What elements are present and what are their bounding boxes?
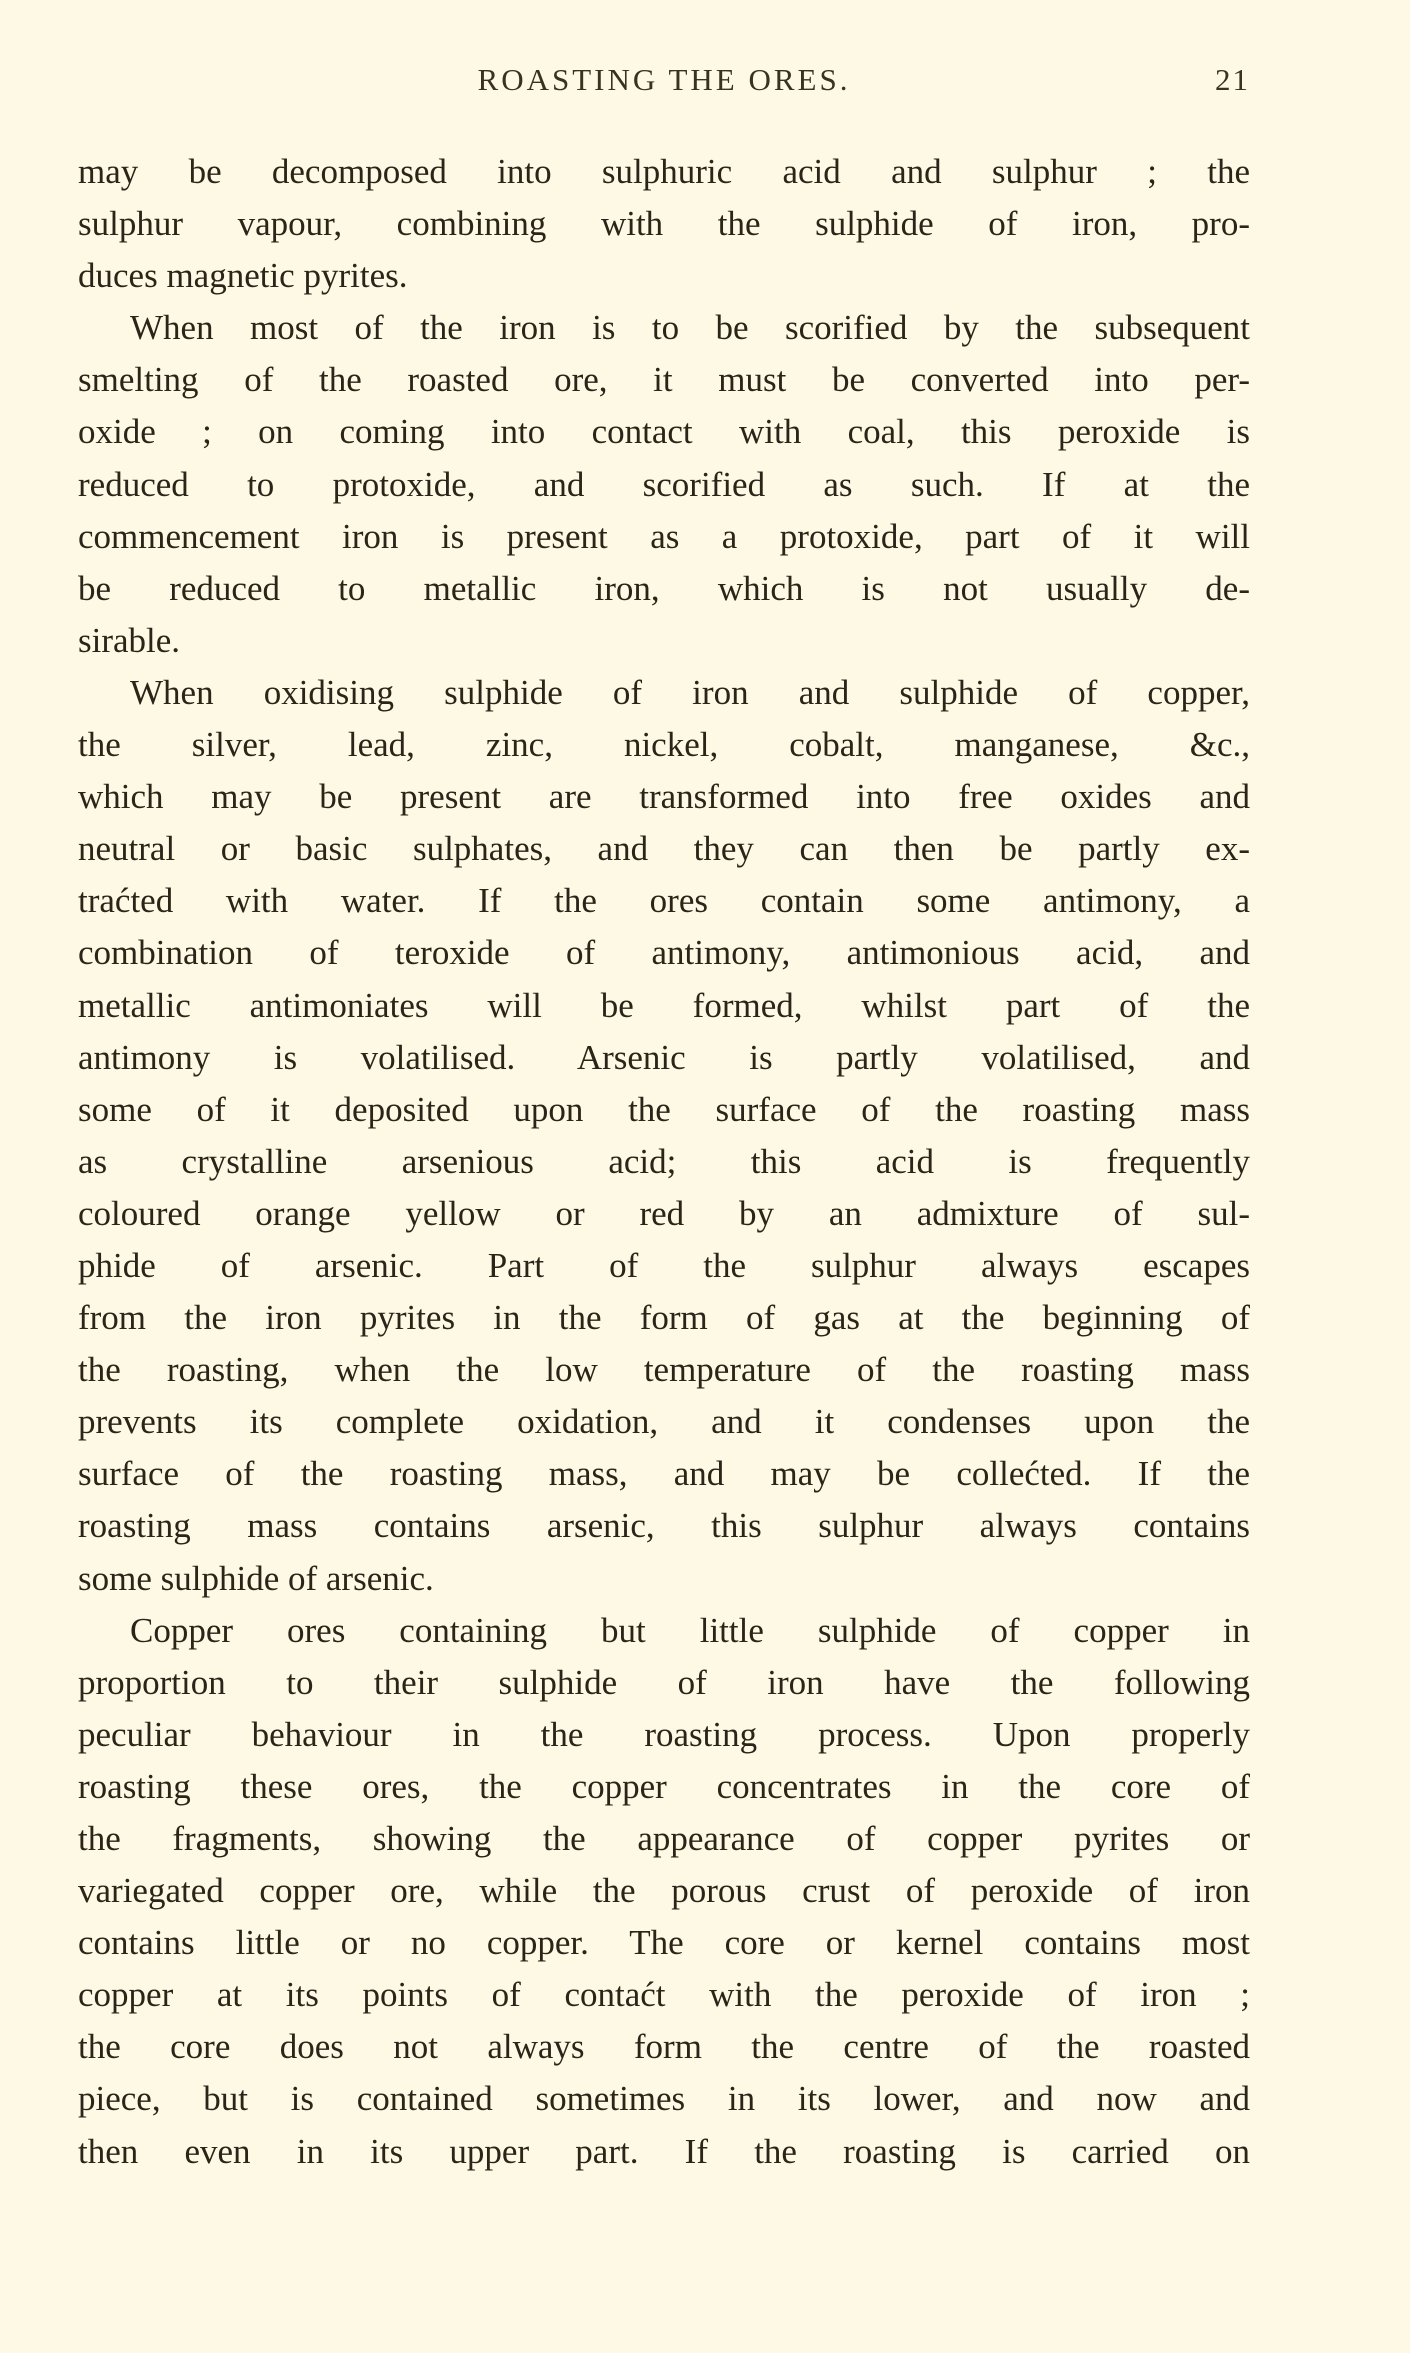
text-line: When most of the iron is to be scorified by the subsequent xyxy=(130,308,1250,348)
text-line: roasting mass contains arsenic, this sulphur always contains xyxy=(78,1506,1250,1546)
text-line: the fragments, showing the appearance of copper pyrites or xyxy=(78,1819,1250,1858)
text-line: coloured orange yellow or red by an admixture of sul- xyxy=(78,1193,1250,1233)
text-line: as crystalline arsenious acid; this acid is frequently xyxy=(78,1141,1250,1181)
text-line: the roasting, when the low temperature of the roasting mass xyxy=(78,1350,1250,1390)
running-title: ROASTING THE ORES. xyxy=(477,62,851,97)
text-line: may be decomposed into sulphuric acid and sulphur ; the xyxy=(78,152,1250,191)
text-line: from the iron pyrites in the form of gas at the beginning of xyxy=(78,1298,1250,1338)
text-line: phide of arsenic. Part of the sulphur always escapes xyxy=(78,1245,1250,1285)
page-number: 21 xyxy=(1215,62,1250,97)
text-line: some sulphide of arsenic. xyxy=(78,1558,434,1598)
text-line: When oxidising sulphide of iron and sulphide of copper, xyxy=(130,672,1250,712)
text-line: then even in its upper part. If the roasting is carried on xyxy=(78,2131,1250,2171)
text-line: neutral or basic sulphates, and they can then be partly ex- xyxy=(78,829,1250,869)
text-line: peculiar behaviour in the roasting process. Upon properly xyxy=(78,1714,1250,1754)
text-line: sirable. xyxy=(78,620,181,660)
text-line: contains little or no copper. The core or kernel contains most xyxy=(78,1923,1250,1963)
text-line: traćted with water. If the ores contain some antimony, a xyxy=(78,881,1250,921)
text-line: piece, but is contained sometimes in its lower, and now and xyxy=(78,2079,1250,2119)
running-head xyxy=(78,62,1250,108)
text-line: copper at its points of contaćt with the peroxide of iron ; xyxy=(78,1975,1250,2015)
text-line: combination of teroxide of antimony, antimonious acid, and xyxy=(78,933,1250,973)
text-line: antimony is volatilised. Arsenic is partly volatilised, and xyxy=(78,1037,1250,1077)
text-line: oxide ; on coming into contact with coal, this peroxide is xyxy=(78,412,1250,452)
text-line: some of it deposited upon the surface of the roasting mass xyxy=(78,1089,1250,1129)
text-line: Copper ores containing but little sulphide of copper in xyxy=(130,1610,1250,1650)
text-line: which may be present are transformed into free oxides and xyxy=(78,777,1250,817)
text-line: metallic antimoniates will be formed, whilst part of the xyxy=(78,985,1250,1025)
text-line: commencement iron is present as a protoxide, part of it will xyxy=(78,516,1250,556)
text-line: variegated copper ore, while the porous crust of peroxide of iron xyxy=(78,1871,1250,1911)
text-line: the silver, lead, zinc, nickel, cobalt, manganese, &c., xyxy=(78,725,1250,765)
text-line: surface of the roasting mass, and may be collećted. If the xyxy=(78,1454,1250,1494)
text-line: duces magnetic pyrites. xyxy=(78,256,408,296)
text-line: prevents its complete oxidation, and it condenses upon the xyxy=(78,1402,1250,1442)
text-line: reduced to protoxide, and scorified as such. If at the xyxy=(78,464,1250,504)
body-text xyxy=(78,146,1250,2178)
text-line: the core does not always form the centre of the roasted xyxy=(78,2027,1250,2067)
text-line: roasting these ores, the copper concentrates in the core of xyxy=(78,1766,1250,1806)
text-line: sulphur vapour, combining with the sulphide of iron, pro- xyxy=(78,204,1250,244)
text-line: smelting of the roasted ore, it must be converted into per- xyxy=(78,360,1250,400)
text-line: be reduced to metallic iron, which is not usually de- xyxy=(78,568,1250,608)
text-line: proportion to their sulphide of iron have the following xyxy=(78,1662,1250,1702)
